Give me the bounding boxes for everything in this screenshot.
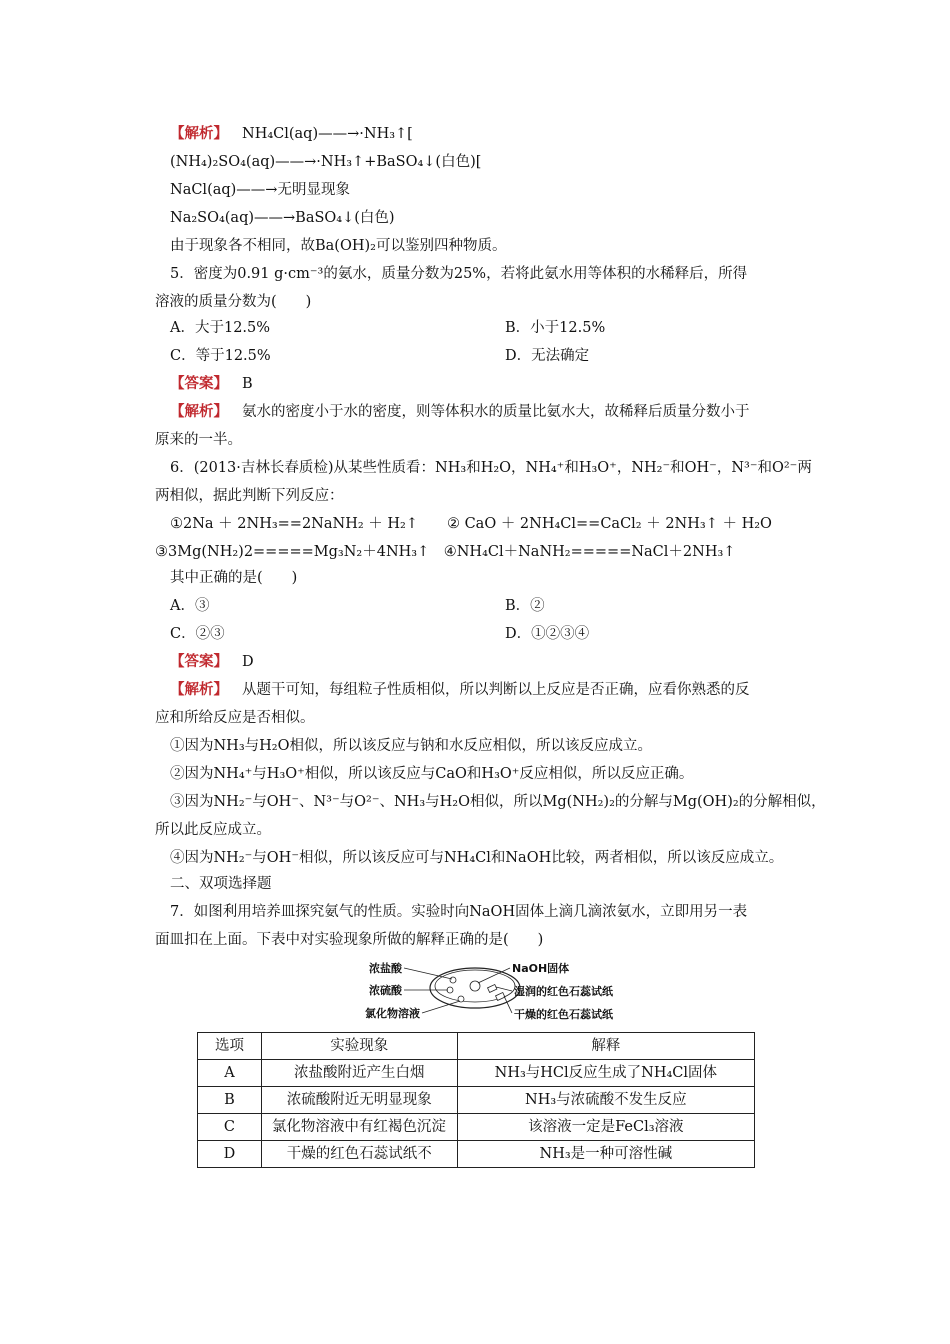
option-c: C．等于12.5% bbox=[170, 348, 271, 364]
analysis-line: 应和所给反应是否相似。 bbox=[155, 710, 315, 726]
label-chloride: 氯化物溶液 bbox=[365, 1007, 420, 1020]
explanation-line: ④因为NH₂⁻与OH⁻相似，所以该反应可与NH₄Cl和NaOH比较，两者相似，所以该反应成立。 bbox=[170, 850, 784, 866]
table-cell: C bbox=[198, 1114, 262, 1141]
wet-litmus-paper bbox=[488, 984, 497, 992]
table-cell: 浓硫酸附近无明显现象 bbox=[261, 1087, 457, 1114]
table-cell: B bbox=[198, 1087, 262, 1114]
analysis-line: 原来的一半。 bbox=[155, 432, 242, 448]
label-h2so4: 浓硫酸 bbox=[369, 984, 402, 997]
label-naoh: NaOH固体 bbox=[512, 962, 570, 975]
table-header: 解释 bbox=[457, 1033, 754, 1060]
question-7-text: 面皿扣在上面。下表中对实验现象所做的解释正确的是( ) bbox=[155, 932, 544, 948]
reaction-line: ①2Na ＋ 2NH₃==2NaNH₂ ＋ H₂↑ ② CaO ＋ 2NH₄Cl==CaCl₂ ＋ 2NH₃↑ ＋ H₂O bbox=[170, 516, 772, 532]
analysis-tag: 【解析】 bbox=[170, 681, 228, 698]
section-heading: 二、双项选择题 bbox=[170, 876, 272, 892]
table-row bbox=[198, 1141, 755, 1168]
answer-tag: 【答案】 bbox=[170, 375, 228, 392]
label-dry-litmus: 干燥的红色石蕊试纸 bbox=[514, 1008, 613, 1021]
question-7-text: 7．如图利用培养皿探究氨气的性质。实验时向NaOH固体上滴几滴浓氨水，立即用另一表 bbox=[170, 904, 748, 920]
question-6-prompt: 其中正确的是( ) bbox=[170, 570, 298, 586]
drop-hcl bbox=[450, 977, 456, 983]
leader-line bbox=[504, 996, 512, 1013]
table-cell: A bbox=[198, 1060, 262, 1087]
leader-line bbox=[422, 1001, 460, 1013]
label-wet-litmus: 湿润的红色石蕊试纸 bbox=[514, 985, 613, 998]
leader-line bbox=[496, 987, 512, 991]
answer-line: 【答案】 B bbox=[170, 375, 253, 392]
petri-dish-diagram bbox=[360, 958, 650, 1026]
table-row bbox=[198, 1060, 755, 1087]
analysis-tag: 【解析】 bbox=[170, 125, 228, 142]
table-cell: 浓盐酸附近产生白烟 bbox=[261, 1060, 457, 1087]
table-header-row bbox=[198, 1033, 755, 1060]
option-a: A．③ bbox=[170, 598, 210, 614]
question-6-text: 6．(2013·吉林长春质检)从某些性质看：NH₃和H₂O，NH₄⁺和H₃O⁺，NH₂⁻和OH⁻，N³⁻和O²⁻两 bbox=[170, 460, 812, 476]
analysis-tag: 【解析】 bbox=[170, 403, 228, 420]
table-cell: 该溶液一定是FeCl₃溶液 bbox=[457, 1114, 754, 1141]
question-6-text: 两相似，据此判断下列反应： bbox=[155, 488, 344, 504]
table-cell: NH₃与浓硫酸不发生反应 bbox=[457, 1087, 754, 1114]
dry-litmus-paper bbox=[496, 992, 505, 1000]
option-d: D．①②③④ bbox=[505, 626, 590, 642]
option-c: C．②③ bbox=[170, 626, 225, 642]
explanation-line: ③因为NH₂⁻与OH⁻、N³⁻与O²⁻、NH₃与H₂O相似，所以Mg(NH₂)₂的分解与Mg(OH)₂的分解相似， bbox=[170, 794, 826, 810]
option-d: D．无法确定 bbox=[505, 348, 590, 364]
analysis-line: 【解析】 氨水的密度小于水的密度，则等体积水的质量比氨水大，故稀释后质量分数小于 bbox=[170, 403, 750, 420]
table-cell: NH₃是一种可溶性碱 bbox=[457, 1141, 754, 1168]
option-b: B．② bbox=[505, 598, 545, 614]
explanation-line: 所以此反应成立。 bbox=[155, 822, 271, 838]
answer-line: 【答案】 D bbox=[170, 653, 254, 670]
table-cell: D bbox=[198, 1141, 262, 1168]
answer-tag: 【答案】 bbox=[170, 653, 228, 670]
table-header: 实验现象 bbox=[261, 1033, 457, 1060]
analysis-line: 由于现象各不相同，故Ba(OH)₂可以鉴别四种物质。 bbox=[170, 238, 507, 254]
option-a: A．大于12.5% bbox=[170, 320, 271, 336]
table-row bbox=[198, 1087, 755, 1114]
petri-dish-figure bbox=[360, 958, 650, 1026]
question-5-text: 5．密度为0.91 g·cm⁻³的氨水，质量分数为25%，若将此氨水用等体积的水稀释后，所得 bbox=[170, 266, 748, 282]
analysis-line: 【解析】 NH₄Cl(aq)——→·NH₃↑[ bbox=[170, 125, 413, 142]
table-cell: NH₃与HCl反应生成了NH₄Cl固体 bbox=[457, 1060, 754, 1087]
analysis-line: Na₂SO₄(aq)——→BaSO₄↓(白色) bbox=[170, 210, 395, 226]
option-b: B．小于12.5% bbox=[505, 320, 606, 336]
table-header: 选项 bbox=[198, 1033, 262, 1060]
analysis-line: (NH₄)₂SO₄(aq)——→·NH₃↑+BaSO₄↓(白色)[ bbox=[170, 154, 482, 170]
explanation-line: ①因为NH₃与H₂O相似，所以该反应与钠和水反应相似，所以该反应成立。 bbox=[170, 738, 652, 754]
table-cell: 干燥的红色石蕊试纸不 bbox=[261, 1141, 457, 1168]
question-5-text: 溶液的质量分数为( ) bbox=[155, 294, 312, 310]
experiment-table bbox=[197, 1032, 755, 1168]
analysis-line: 【解析】 从题干可知，每组粒子性质相似，所以判断以上反应是否正确，应看你熟悉的反 bbox=[170, 681, 750, 698]
table-cell: 氯化物溶液中有红褐色沉淀 bbox=[261, 1114, 457, 1141]
reaction-line: ③3Mg(NH₂)2=====Mg₃N₂＋4NH₃↑ ④NH₄Cl＋NaNH₂=====NaCl＋2NH₃↑ bbox=[155, 544, 736, 560]
explanation-line: ②因为NH₄⁺与H₃O⁺相似，所以该反应与CaO和H₃O⁺反应相似，所以反应正确。 bbox=[170, 766, 694, 782]
analysis-line: NaCl(aq)——→无明显现象 bbox=[170, 182, 350, 198]
table-row bbox=[198, 1114, 755, 1141]
label-hcl: 浓盐酸 bbox=[369, 962, 402, 975]
